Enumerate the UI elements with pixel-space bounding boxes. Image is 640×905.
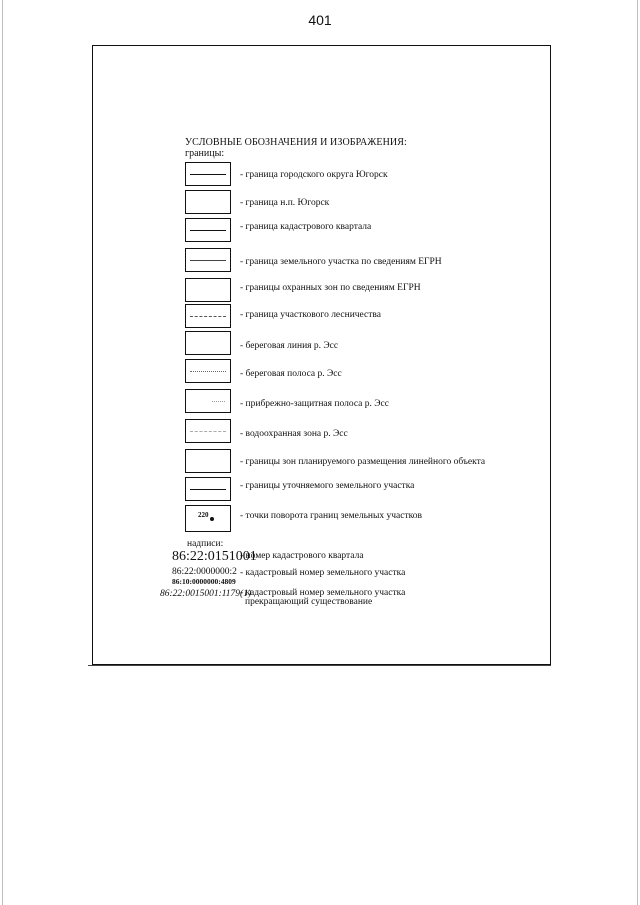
page-number: 401 — [308, 12, 332, 28]
legend-symbol-protection-zones — [185, 278, 231, 302]
legend-text-forestry: - граница участкового лесничества — [240, 310, 381, 320]
line-sample — [190, 316, 226, 317]
ceased-number-sample: 86:22:0015001:1179(1) — [160, 589, 252, 599]
legend-text-coastal-protection: - прибрежно-защитная полоса р. Эсс — [240, 399, 389, 409]
line-sample — [190, 260, 226, 261]
legend-symbol-water-protection — [185, 419, 231, 443]
legend-symbol-settlement-boundary — [185, 190, 231, 214]
legend-text-city-boundary: - граница городского округа Югорск — [240, 170, 388, 180]
legend-symbol-forestry — [185, 304, 231, 328]
legend-symbol-turning-point — [185, 505, 231, 532]
line-sample — [212, 401, 225, 402]
ceased-number-desc-1: - кадастровый номер земельного участка — [240, 588, 406, 598]
scan-edge-right — [637, 0, 638, 905]
line-sample — [190, 371, 226, 372]
legend-text-shore-strip: - береговая полоса р. Эсс — [240, 369, 342, 379]
legend-symbol-city-boundary — [185, 162, 231, 186]
quarter-number-sample: 86:22:0151001 — [172, 549, 257, 564]
turning-point-dot — [210, 517, 214, 521]
legend-symbol-shore-strip — [185, 359, 231, 383]
legend-text-water-protection: - водоохранная зона р. Эсс — [240, 429, 348, 439]
legend-symbol-planned-zone — [185, 449, 231, 473]
legend-heading: УСЛОВНЫЕ ОБОЗНАЧЕНИЯ И ИЗОБРАЖЕНИЯ: — [185, 137, 407, 148]
legend-text-protection-zones: - границы охранных зон по сведениям ЕГРН — [240, 283, 421, 293]
legend-symbol-refined-plot — [185, 477, 231, 501]
legend-symbol-shoreline — [185, 331, 231, 355]
boundaries-label: границы: — [185, 148, 225, 159]
legend-symbol-cadastral-quarter — [185, 218, 231, 242]
legend-symbol-land-plot — [185, 248, 231, 272]
parcel-number-sample-1: 86:22:0000000:2 — [172, 567, 237, 577]
legend-text-turning-point: - точки поворота границ земельных участков — [240, 511, 422, 521]
line-sample — [190, 230, 226, 231]
legend-text-shoreline: - береговая линия р. Эсс — [240, 341, 339, 351]
inscriptions-label: надписи: — [187, 539, 224, 549]
legend-text-planned-zone: - границы зон планируемого размещения линейного объекта — [240, 457, 486, 467]
scan-edge-left — [2, 0, 3, 905]
line-sample — [190, 489, 226, 490]
ceased-number-desc-2: прекращающий существование — [245, 597, 373, 607]
quarter-number-desc: - номер кадастрового квартала — [240, 551, 364, 561]
legend-symbol-coastal-protection — [185, 389, 231, 413]
parcel-number-desc: - кадастровый номер земельного участка — [240, 568, 406, 578]
legend-text-land-plot: - граница земельного участка по сведениям ЕГРН — [240, 257, 442, 267]
line-sample — [190, 174, 226, 175]
parcel-number-sample-2: 86:10:0000000:4809 — [172, 577, 236, 586]
point-number-label: 220 — [198, 511, 209, 519]
line-sample — [190, 431, 226, 432]
legend-text-settlement-boundary: - граница н.п. Югорск — [240, 198, 330, 208]
legend-text-cadastral-quarter: - граница кадастрового квартала — [240, 222, 372, 232]
legend-text-refined-plot: - границы уточняемого земельного участка — [240, 481, 415, 491]
bottom-rule — [88, 665, 551, 666]
